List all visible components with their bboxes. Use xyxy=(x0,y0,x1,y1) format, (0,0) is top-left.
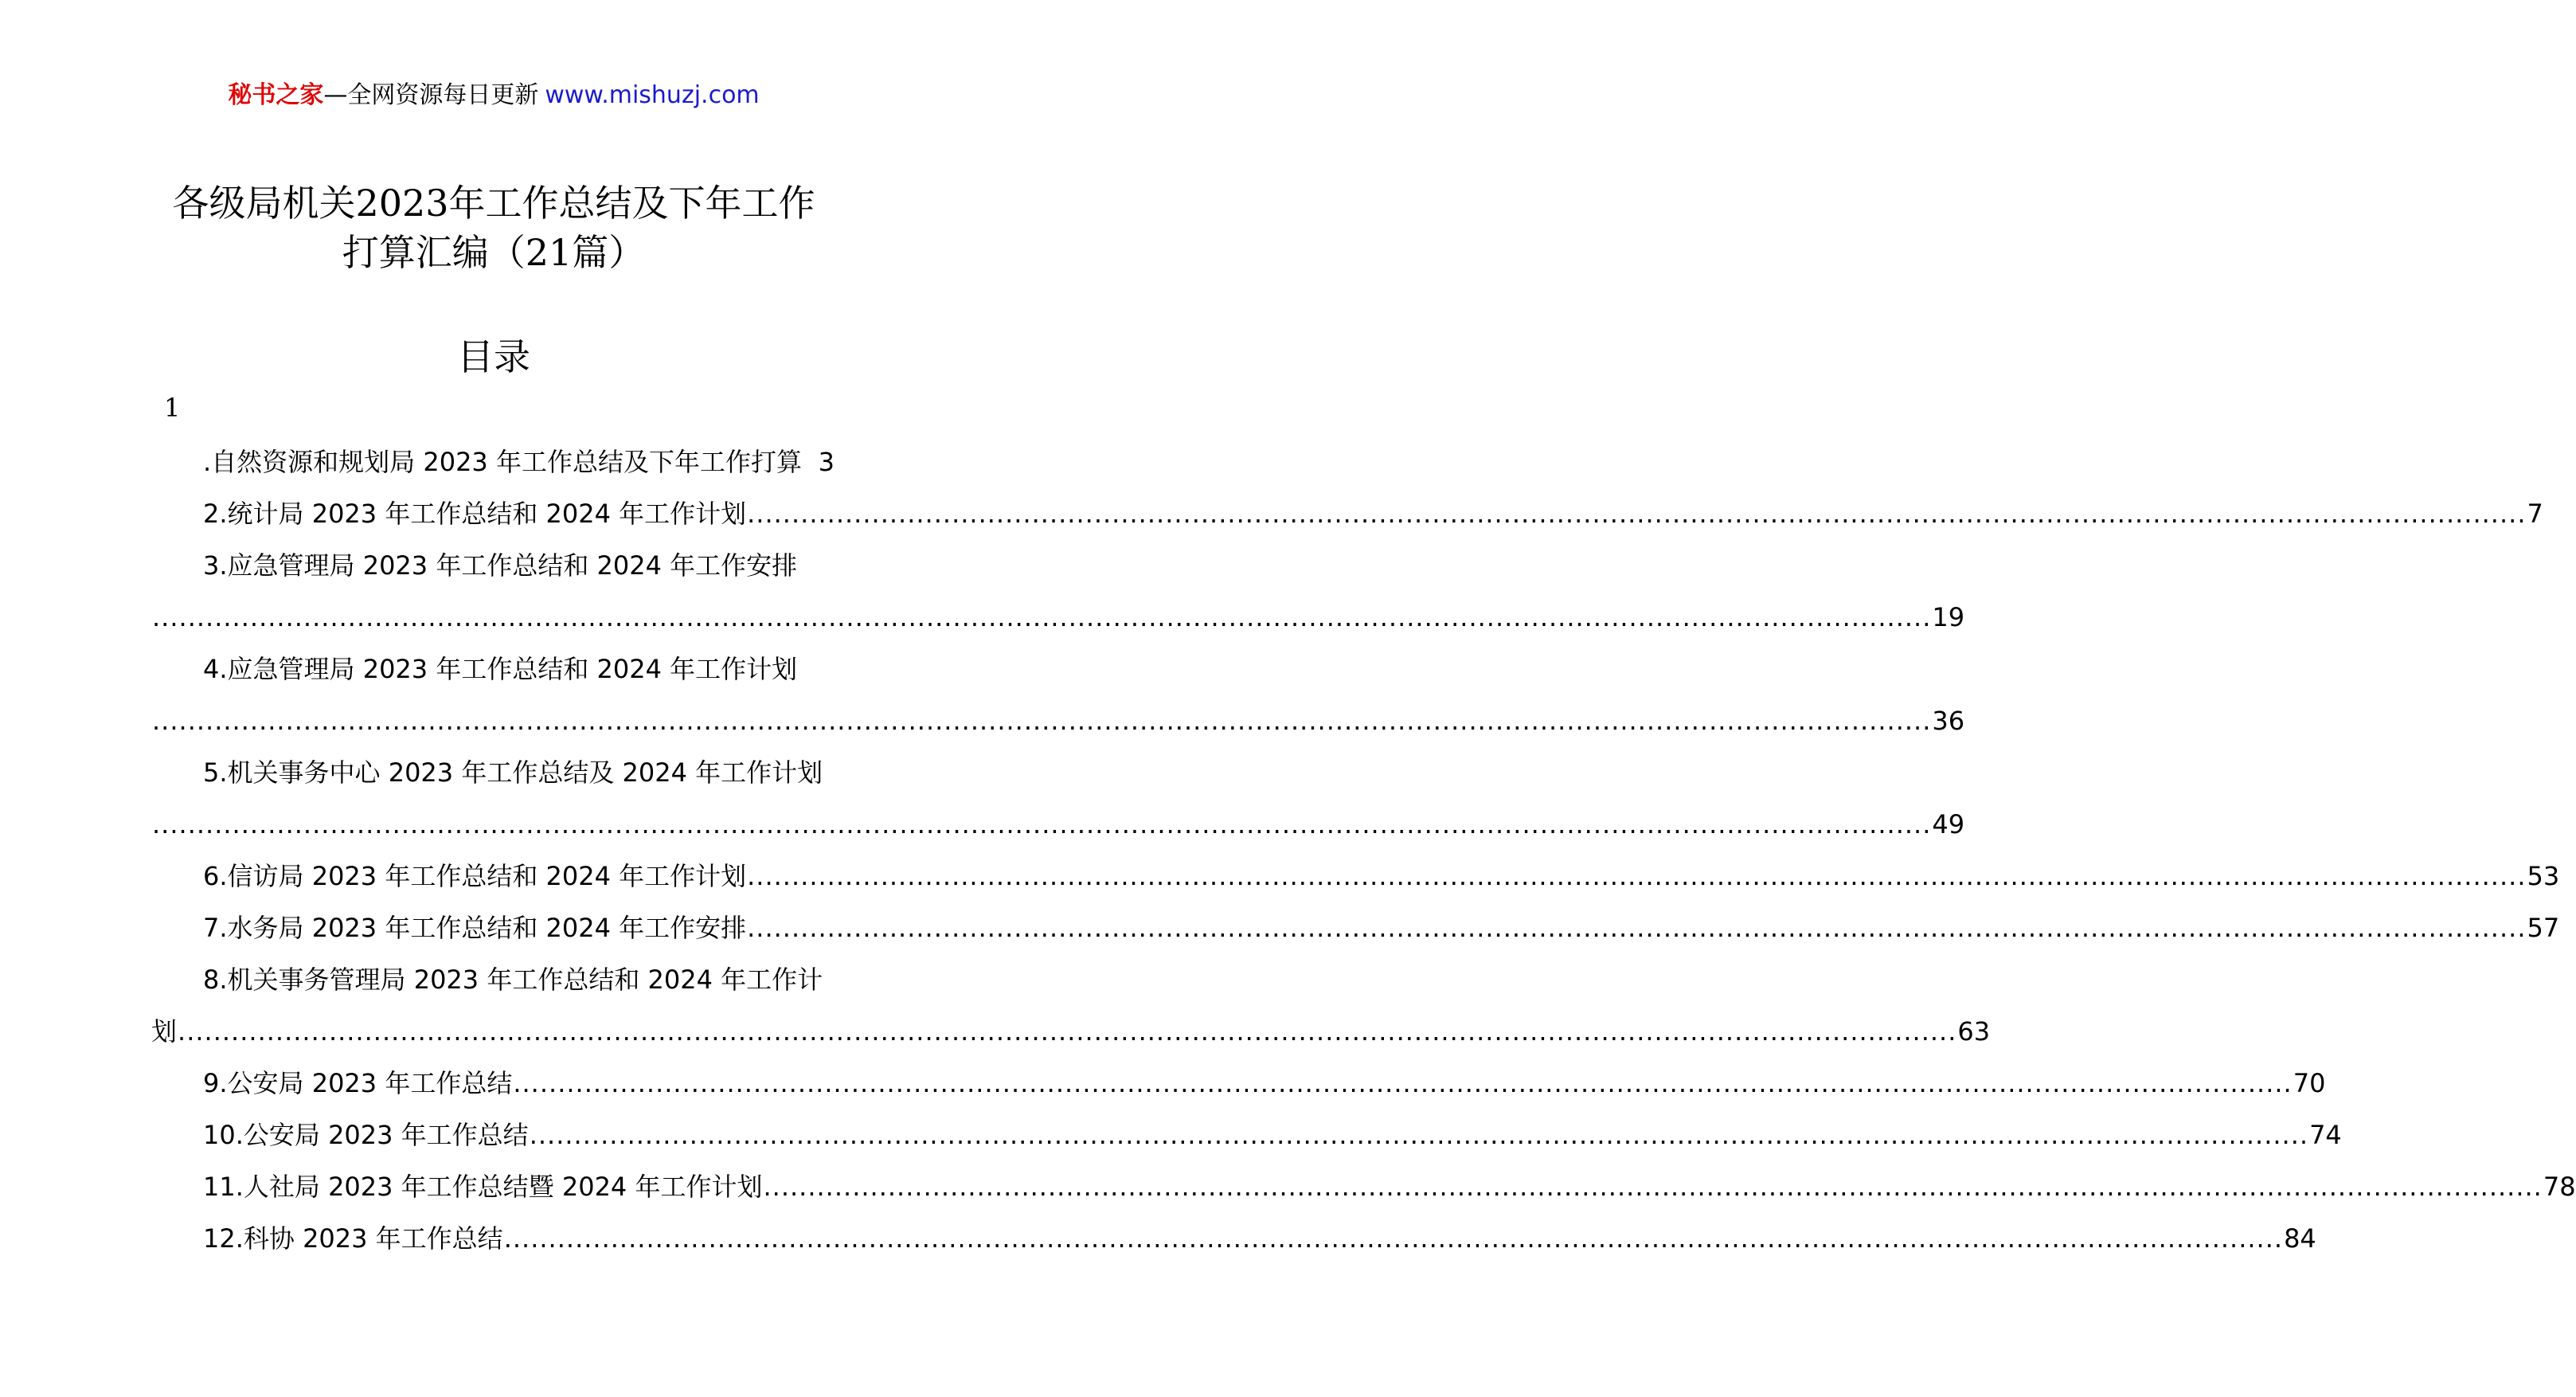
toc-page-number: 53 xyxy=(2527,861,2560,891)
toc-page-number: 74 xyxy=(2309,1120,2342,1150)
toc-entry[interactable] xyxy=(151,488,2543,540)
toc-entry[interactable] xyxy=(151,747,835,799)
toc-dot-leader: ........................................................................................................................................................................................................ xyxy=(747,499,2527,529)
toc-dot-leader: ........................................................................................................................................................................................................ xyxy=(513,1068,2293,1098)
toc-entry[interactable] xyxy=(151,1109,2342,1161)
toc-entry[interactable] xyxy=(151,1213,2316,1265)
toc-entry[interactable] xyxy=(151,540,835,592)
toc-entry[interactable] xyxy=(151,695,1965,747)
toc-dot-leader: ........................................................................................................................................................................................................ xyxy=(747,913,2527,943)
header-slogan: —全网资源每日更新 xyxy=(323,81,539,109)
title-part: 打算汇编（ xyxy=(342,231,526,274)
toc-page-number: 70 xyxy=(2293,1068,2326,1098)
toc-page-number: 78 xyxy=(2543,1172,2576,1202)
toc-entry-title: 划 xyxy=(151,1016,178,1047)
toc-entry-title: 8.机关事务管理局 2023 年工作总结和 2024 年工作计 xyxy=(203,965,823,995)
toc-page-number: 57 xyxy=(2527,913,2560,943)
toc-dot-leader: ........................................................................................................................................................................................................ xyxy=(747,861,2527,891)
brand-name: 秘书之家 xyxy=(228,81,324,109)
toc-page-number: 63 xyxy=(1957,1016,1991,1047)
toc-entry[interactable] xyxy=(151,954,835,1006)
toc-page-number: 19 xyxy=(1932,602,1965,632)
toc-entry-title: 12.科协 2023 年工作总结 xyxy=(203,1223,503,1254)
toc-page-number: 84 xyxy=(2284,1223,2316,1254)
title-year: 2023 xyxy=(355,182,449,225)
toc-dot-leader: ........................................................................................................................................................................................................ xyxy=(152,706,1932,736)
toc-dot-leader: ........................................................................................................................................................................................................ xyxy=(529,1120,2309,1150)
toc-page-number: 36 xyxy=(1932,706,1965,736)
toc-entry[interactable] xyxy=(151,851,2560,902)
title-part: 年工作总结及下年工作 xyxy=(448,182,815,225)
toc-entry-title: 3.应急管理局 2023 年工作总结和 2024 年工作安排 xyxy=(203,550,798,581)
table-of-contents xyxy=(151,436,2576,1265)
toc-entry[interactable] xyxy=(151,436,835,488)
site-url[interactable]: www.mishuzj.com xyxy=(545,81,760,109)
toc-entry[interactable] xyxy=(151,644,835,695)
toc-entry[interactable] xyxy=(151,592,1965,644)
title-line-2 xyxy=(0,228,987,277)
toc-dot-leader: ........................................................................................................................................................................................................ xyxy=(152,602,1932,632)
toc-entry-title: 9.公安局 2023 年工作总结 xyxy=(203,1068,513,1098)
title-line-1 xyxy=(0,178,987,228)
toc-entry-title: 6.信访局 2023 年工作总结和 2024 年工作计划 xyxy=(203,861,747,891)
toc-entry[interactable] xyxy=(151,1006,1991,1058)
toc-entry-title: 4.应急管理局 2023 年工作总结和 2024 年工作计划 xyxy=(203,654,798,684)
title-part: 各级局机关 xyxy=(172,182,356,225)
toc-entry-title: 2.统计局 2023 年工作总结和 2024 年工作计划 xyxy=(203,499,747,529)
toc-dot-leader: ........................................................................................................................................................................................................ xyxy=(763,1172,2543,1202)
toc-dot-leader: ........................................................................................................................................................................................................ xyxy=(152,809,1932,839)
title-count: 21 xyxy=(525,231,573,274)
toc-dot-leader: ........................................................................................................................................................................................................ xyxy=(178,1016,1957,1047)
toc-entry-title: 7.水务局 2023 年工作总结和 2024 年工作安排 xyxy=(203,913,747,943)
toc-page-number: 49 xyxy=(1932,809,1965,839)
toc-entry-title: 5.机关事务中心 2023 年工作总结及 2024 年工作计划 xyxy=(203,757,823,788)
toc-entry[interactable] xyxy=(151,902,2560,954)
toc-entry[interactable] xyxy=(151,1058,2326,1109)
toc-entry-title: .自然资源和规划局 2023 年工作总结及下年工作打算 xyxy=(203,447,802,477)
toc-entry-title: 10.公安局 2023 年工作总结 xyxy=(203,1120,529,1150)
stray-number: 1 xyxy=(164,393,181,423)
toc-page-number: 3 xyxy=(818,447,835,477)
toc-dot-leader: ........................................................................................................................................................................................................ xyxy=(503,1223,2284,1254)
title-part: 篇） xyxy=(572,231,646,274)
toc-entry[interactable] xyxy=(151,1161,2576,1213)
toc-entry[interactable] xyxy=(151,799,1965,851)
toc-page-number: 7 xyxy=(2527,499,2543,529)
toc-entry-title: 11.人社局 2023 年工作总结暨 2024 年工作计划 xyxy=(203,1172,763,1202)
document-title xyxy=(0,178,987,277)
toc-heading: 目录 xyxy=(457,335,530,378)
site-header xyxy=(0,80,987,112)
